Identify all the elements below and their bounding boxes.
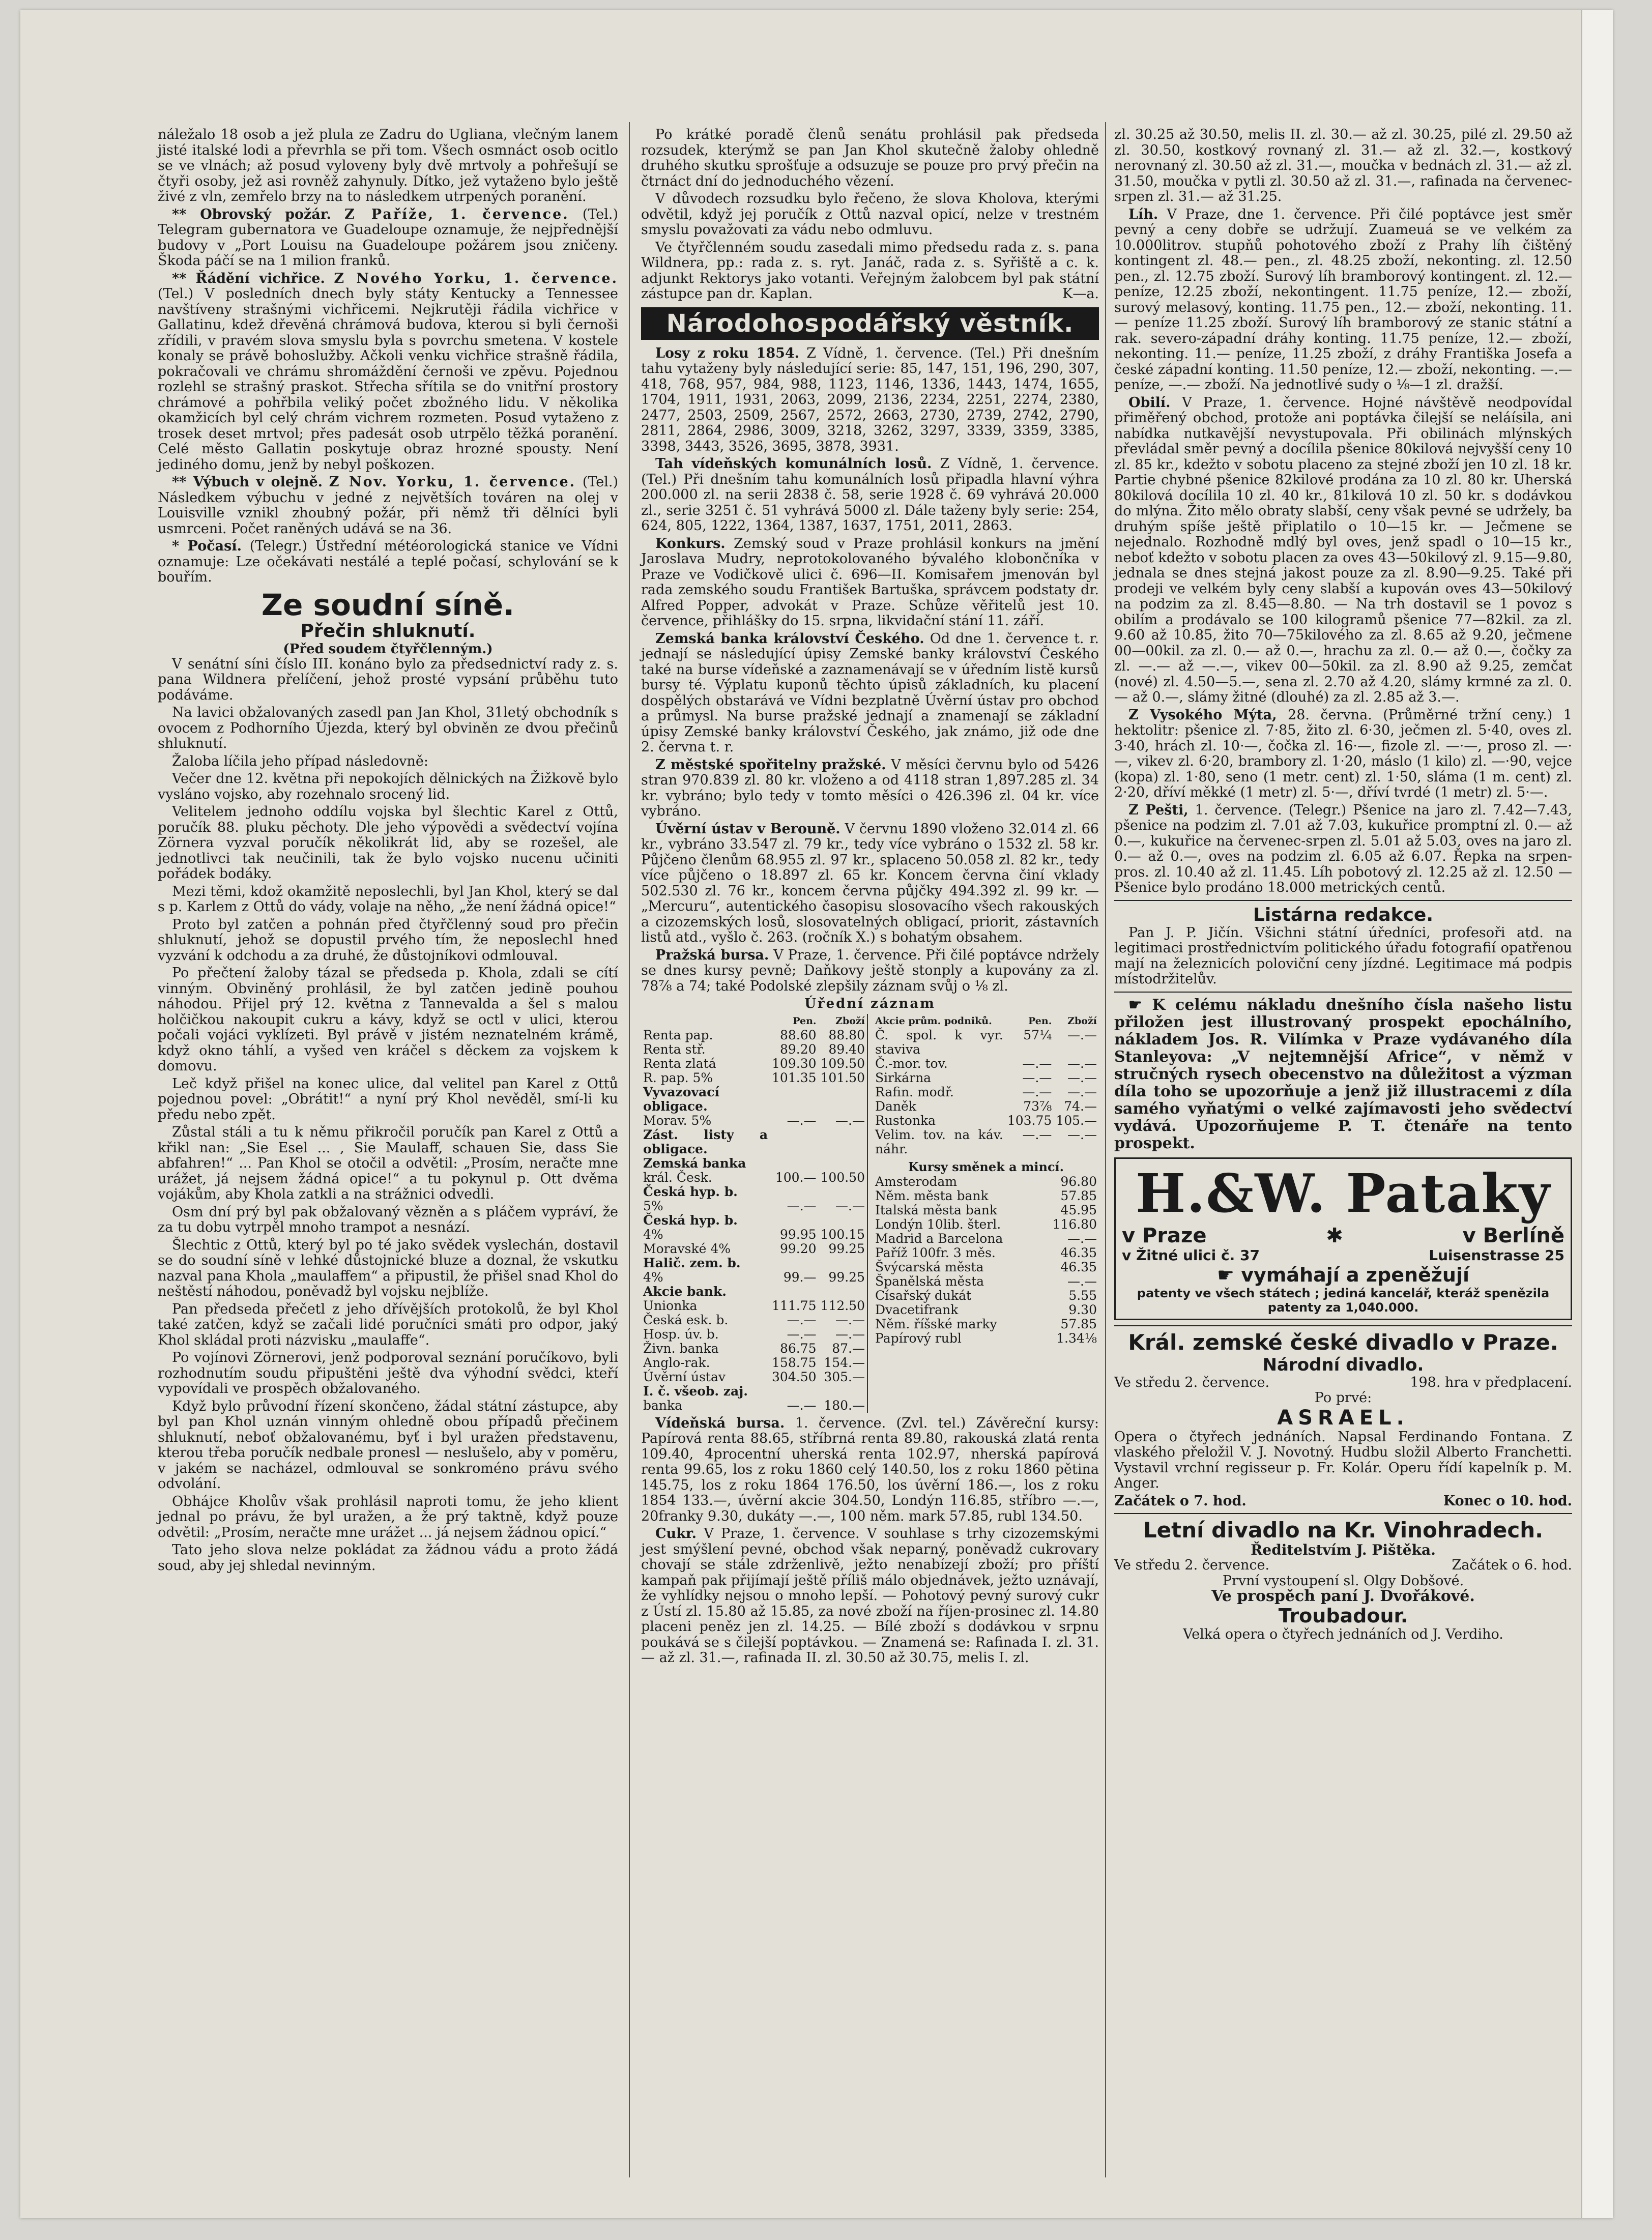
table-cell: 86.75 bbox=[779, 1341, 817, 1356]
table-row bbox=[641, 1313, 867, 1327]
table-cell: 9.30 bbox=[1068, 1302, 1097, 1317]
table-cell: Živn. banka bbox=[643, 1341, 719, 1356]
table-cell bbox=[819, 1185, 867, 1199]
table-cell: Dvacetifrank bbox=[875, 1302, 959, 1317]
bonds-table bbox=[641, 1014, 867, 1413]
news-item: Vídeňská bursa. 1. července. (Zvl. tel.) Závěreční kursy: Papírová renta 88.65, stříbrná renta 89.80, rakouská zlatá renta 109.40, 4procentní uherská renta 102.97, nherská papírová renta 99.65, los z roku 1860 celý 140.50, los z roku 1860 pětina 145.75, los z roku 1864 176.50, los úvěrní 186.—, los z roku 1854 133.—, úvěrní akcie 304.50, Londýn 116.85, stříbro —.—, 20franky 9.30, dukáty —.—, 100 něm. mark 57.85, rubl 134.50. bbox=[641, 1415, 1099, 1524]
table-cell: 180.— bbox=[824, 1398, 865, 1413]
table-cell: Amsterodam bbox=[875, 1174, 958, 1189]
table-cell: —.— bbox=[835, 1198, 865, 1213]
ad-company-name: H.&W. Pataky bbox=[1135, 1161, 1551, 1225]
theatre-director: Ředitelstvím J. Pištěka. bbox=[1251, 1541, 1436, 1558]
table-cell bbox=[819, 1285, 867, 1299]
table-cell: Moravské 4% bbox=[643, 1241, 731, 1256]
table-cell: Španělská města bbox=[875, 1274, 984, 1289]
table-cell bbox=[770, 1185, 818, 1199]
table-cell: 1.34⅛ bbox=[1056, 1331, 1097, 1346]
table-cell: 5% bbox=[643, 1198, 663, 1213]
table-cell: 89.40 bbox=[828, 1041, 865, 1057]
author-signature: K—a. bbox=[1062, 286, 1099, 302]
news-item: Pražská bursa. V Praze, 1. července. Při čilé poptávce ndržely se dnes kursy pevně; Daňkovy ještě stonply a kupovány za zl. 78⅞ a 74; také Podolské zlepšily záznam svůj o ⅛ zl. bbox=[641, 947, 1099, 994]
table-cell: Londýn 10lib. šterl. bbox=[875, 1217, 1001, 1232]
table-row bbox=[641, 1370, 867, 1384]
table-cell: Anglo-rak. bbox=[643, 1355, 710, 1370]
table-row bbox=[873, 1028, 1099, 1057]
section-heading: Ze soudní síně. bbox=[261, 587, 515, 622]
table-cell bbox=[770, 1128, 818, 1156]
table-row bbox=[641, 1114, 867, 1128]
table-row bbox=[641, 1071, 867, 1085]
article-text: Leč když přišel na konec ulice, dal velitel pan Karel z Ottů pojednou povel: „Obrátit!“ a nyní prý Khol nevěděl, smí-li ku předu nebo zpět. bbox=[158, 1075, 618, 1123]
table-cell: Zemská banka bbox=[643, 1155, 746, 1171]
article-text: Velitelem jednoho oddílu vojska byl šlechtic Karel z Ottů, poručík 88. pluku pěchoty. Dle jeho výpovědi a svědectví vojína Zörnera vyzval poručík několikrát lid, aby se rozešel, ale jednotlivci tak neučinili, tak že bylo vojsko nucenu učiniti pořádek bodáky. bbox=[158, 804, 618, 882]
table-cell: Renta stř. bbox=[643, 1041, 706, 1057]
news-item: Tah vídeňských komunálních losů. Z Vídně, 1. července. (Tel.) Při dnešním tahu komunálních losů připadla hlavní výhra 200.000 zl. na serii 2838 č. 58, serie 1928 č. 69 vyhrává 20.000 zl., serie 3251 č. 51 vyhrává 5000 zl. Dále taženy byly serie: 254, 624, 805, 1222, 1364, 1387, 1637, 1751, 2011, 2863. bbox=[641, 456, 1099, 534]
pointing-hand-icon: ☛ bbox=[1128, 996, 1152, 1014]
table-row bbox=[641, 1285, 867, 1299]
table-cell: 89.20 bbox=[779, 1041, 817, 1057]
exchange-title: Kursy směnek a mincí. bbox=[908, 1159, 1064, 1174]
table-cell bbox=[770, 1384, 818, 1399]
article-subtitle: (Před soudem čtyřčlenným.) bbox=[283, 641, 493, 657]
news-item: Líh. V Praze, dne 1. července. Při čilé poptávce jest směr pevný a ceny dobře se udržují. Zuameuá se ve velkém za 10.000litrov. stupňů pohotového zboží z Prahy líh čištěný kontingent zl. 48.— pen., zl. 48.25 zboží, nekonting. zl. 12.50 pen., zl. 12.75 zboží. Surový líh bramborový kontingent. zl. 12.— peníze, 12.25 zboží, nekontingent. 11.75 peníze, 12.— zboží, surový melasový, konting. 11.75 pen., 12.— zboží, nekonting. 11.— peníze 11.25 zboží. Surový líh bramborový ze stanic státní a rak. severo-západní dráhy konting. 11.75 peníze, 12.— zboží, nekonting. 11.— peníze, 11.25 zboží, z dráhy Františka Josefa a české západní konting. 11.50 peníze, 12.— zboží, nekonting. —.— peníze, —.— zboží. Na jednotlivé sudy o ⅛—1 zl. dražší. bbox=[1114, 206, 1572, 393]
table-row bbox=[873, 1203, 1099, 1217]
table-cell: 304.50 bbox=[772, 1369, 817, 1384]
theatre-times: Začátek o 7. hod. Konec o 10. hod. bbox=[1114, 1493, 1572, 1509]
table-row bbox=[873, 1085, 1099, 1099]
section-heading: Listárna redakce. bbox=[1253, 904, 1434, 925]
table-cell: 99.— bbox=[783, 1269, 817, 1285]
table-cell: —.— bbox=[787, 1113, 817, 1128]
table-cell: —.— bbox=[1067, 1274, 1097, 1289]
news-item: Obilí. V Praze, 1. července. Hojné návštěvě neodpovídal přiměřený obchod, protože ani poptávka čilejší se neláísila, ani nabídka nutkavější nevystupovala. Při obilinách mlýnských převládal směr pevný a docílila pšenice 80kilová nejvyšší ceny 10 zl. 85 kr., kdežto v sobotu placeno za stejné zboží jen 10 zl. 18 kr. Partie chybné pšenice 82kilové prodána za 10 zl. 80 kr. Uherská 80kilová docílila 10 zl. 40 kr., 81kilová 10 zl. 50 kr. s dodávkou do mlýna. Žito mělo obraty slabší, ceny však pevné se udržely, ba druhým spíše ještě připlatilo o 10—15 kr. — Ječmene se nejednalo. Rozhodně mdlý byl oves, jenž spadl o 10—15 kr., neboť kdežto v sobotu placen za oves 43—50kilový zl. 9.15—9.80, jednala se dnes stejná jakost pouze za zl. 8.90—9.25. Také při prodeji ve velkém byly ceny slabší a kupován oves 43—50kilový na podzim za zl. 8.45—8.80. — Na trh dostavil se 1 povoz s obilím a prodávalo se 100 kilogramů pšenice 77—82kil. za zl. 9.60 až 10.85, žito 70—75kilového za zl. 8.65 až 9.20, ječmene 00—00kil. za zl. 0.— až 0.—, hrachu za zl. 0.— až 0.—, čočky za zl. —.— až —.—, vikev 00—50kil. za zl. 8.90 až 9.25, zemčat (nové) zl. 4.50—5.—, sena zl. 2.70 až 4.20, slámy krmné za zl. 0.— až 0.—, slámy žitné (dlouhé) za zl. 2.85 až 3.—. bbox=[1114, 394, 1572, 705]
article-text: Mezi těmi, kdož okamžitě neposlechli, byl Jan Khol, který se dal s p. Karlem z Ottů do vády, volaje na něho, „že není žádná opice!“ bbox=[158, 883, 618, 915]
column-1 bbox=[158, 127, 618, 1576]
table-cell: Švýcarská města bbox=[875, 1260, 984, 1274]
article-text: Tato jeho slova nelze pokládat za žádnou vádu a proto žádá soud, aby jej shledal nevinným. bbox=[158, 1542, 618, 1574]
table-cell bbox=[819, 1085, 867, 1114]
table-cell: 99.25 bbox=[828, 1269, 865, 1285]
table-row bbox=[641, 1299, 867, 1313]
table-cell: Č. spol. k vyr. staviva bbox=[875, 1027, 1003, 1057]
table-cell bbox=[770, 1085, 818, 1114]
table-cell: 100.50 bbox=[820, 1170, 865, 1185]
table-cell: 112.50 bbox=[820, 1298, 865, 1313]
news-item: Zemská banka království Českého. Od dne 1. července t. r. jednají se následující úpisy Zemské banky království Českého také na burse vídeňské a zaznamenávají se v úředním listě kursů bursy té. Výplatu kuponů těchto úpisů základních, ku placení dospělých obstarává ve Vídni bezplatně Úvěrní ústav pro obchod a průmysl. Na burse pražské jednají a znamenají se základní úpisy Zemské banky království Českého, jak známo, již ode dne 2. června t. r. bbox=[641, 630, 1099, 755]
theatre-subheading: Národní divadlo. bbox=[1262, 1354, 1424, 1375]
table-cell: 305.— bbox=[824, 1369, 865, 1384]
article-text: Večer dne 12. května při nepokojích dělnických na Žižkově bylo vysláno vojsko, aby rozehnalo srocený lid. bbox=[158, 771, 618, 802]
table-cell: Halič. zem. b. bbox=[643, 1255, 741, 1270]
table-row bbox=[873, 1246, 1099, 1260]
table-cell bbox=[819, 1384, 867, 1399]
table-cell: —.— bbox=[787, 1198, 817, 1213]
table-cell: Renta zlatá bbox=[643, 1056, 716, 1071]
table-cell: 88.80 bbox=[828, 1027, 865, 1042]
news-item: ** Řádění vichřice. Z Nového Yorku, 1. července. (Tel.) V posledních dnech byly státy Kentucky a Tennessee navštíveny strašnými vichřicemi. Nejkrutěji řádila vichřice v Gallatinu, kdež dřevěná chrámová budova, kterou si byli černoši zřídili, v pravém slova smyslu byla s povrchu smetena. V kostele konaly se právě bohoslužby. Ačkoli venku vichřice strašně řádila, pokračovali ve chrámu shromáždění černoši ve zpěvu. Pojednou rozlehl se strašný praskot. Střecha sřítila se do vnitřní prostory chrámové a pohřbila veliký počet zbožného lidu. V několika okamžicích byl celý chrám vichrem rozmeten. Posud vytaženo z trosek deset mrtvol; přes padesát osob utrpělo těžká poranění. Celé město Gallatin poskytuje obraz hrozné spousty. Není jediného domu, jenž by nebyl poškozen. bbox=[158, 270, 618, 473]
table-header: Akcie prům. podniků. Pen. Zboží bbox=[875, 1015, 1097, 1027]
table-cell: Česká hyp. b. bbox=[643, 1184, 738, 1199]
table-row bbox=[641, 1213, 867, 1228]
news-item: Losy z roku 1854. Z Vídně, 1. července. (Tel.) Při dnešním tahu vytaženy byly následující serie: 85, 147, 151, 196, 290, 307, 418, 768, 957, 984, 988, 1123, 1146, 1336, 1443, 1474, 1655, 1704, 1911, 1931, 2063, 2099, 2136, 2234, 2251, 2274, 2380, 2477, 2503, 2509, 2567, 2572, 2663, 2730, 2739, 2742, 2790, 2811, 2864, 2986, 3009, 3218, 3262, 3297, 3339, 3359, 3385, 3398, 3443, 3526, 3695, 3878, 3931. bbox=[641, 345, 1099, 454]
ad-cities: v Praze ✱ v Berlíně bbox=[1122, 1224, 1564, 1247]
table-cell: Císařský dukát bbox=[875, 1288, 972, 1303]
table-cell bbox=[819, 1128, 867, 1156]
table-cell: 158.75 bbox=[772, 1355, 817, 1370]
article-text: Žaloba líčila jeho případ následovně: bbox=[172, 753, 428, 769]
theatre-date-row: Ve středu 2. července. 198. hra v předplacení. bbox=[1114, 1374, 1572, 1390]
table-cell: 5.55 bbox=[1068, 1288, 1097, 1303]
table-cell: 74.— bbox=[1064, 1098, 1097, 1114]
section-heading: Národohospodářský věstník. bbox=[641, 307, 1099, 340]
table-row bbox=[641, 1242, 867, 1256]
table-cell: Madrid a Barcelona bbox=[875, 1231, 1003, 1246]
article-title: Přečin shluknutí. bbox=[300, 620, 476, 642]
table-cell: 154.— bbox=[824, 1355, 865, 1370]
newspaper-page bbox=[20, 10, 1613, 2218]
news-item: Z Vysokého Mýta, 28. června. (Průměrné tržní ceny.) 1 hektolitr: pšenice zl. 7·85, žito zl. 6·30, ječmen zl. 5·40, oves zl. 3·40, hrách zl. 10·—, čočka zl. 16·—, fizole zl. —·—, proso zl. —·—, vikev zl. 6·20, brambory zl. 1·20, máslo (1 kilo) zl. —·90, vejce (kopa) zl. 1·80, seno (1 metr. cent) zl. 1·50, sláma (1 m. cent) zl. 2·20, dříví měkké (1 metr) zl. 5·—, dříví tvrdé (1 metr) zl. 5·—. bbox=[1114, 707, 1572, 800]
table-row bbox=[873, 1317, 1099, 1331]
theatre-description: Opera o čtyřech jednáních. Napsal Ferdinando Fontana. Z vlaského přeložil V. J. Novotný. Hudbu složil Alberto Franchetti. Vystavil vrchní regisseur p. Fr. Kolár. Operu řídí kapelník p. M. Anger. bbox=[1114, 1429, 1572, 1491]
table-cell: 57.85 bbox=[1060, 1317, 1097, 1331]
theatre-title: ASRAEL. bbox=[1277, 1406, 1409, 1430]
table-cell: Česká hyp. b. bbox=[643, 1212, 738, 1228]
table-row bbox=[641, 1085, 867, 1114]
column-rule bbox=[1105, 122, 1106, 2177]
table-row bbox=[641, 1270, 867, 1285]
theatre-heading: Letní divadlo na Kr. Vinohradech. bbox=[1143, 1518, 1544, 1543]
theatre-title: Troubadour. bbox=[1278, 1604, 1408, 1627]
table-cell bbox=[770, 1285, 818, 1299]
divider bbox=[1114, 1513, 1572, 1514]
table-cell: 109.50 bbox=[820, 1056, 865, 1071]
ad-slogan: ☛ vymáhají a zpeněžují bbox=[1216, 1263, 1470, 1286]
table-cell: —.— bbox=[1067, 1231, 1097, 1246]
table-cell: —.— bbox=[1067, 1027, 1097, 1042]
table-cell: —.— bbox=[1022, 1084, 1052, 1099]
theatre-premiere: Po prvé: bbox=[1314, 1390, 1372, 1406]
table-cell: banka bbox=[643, 1398, 683, 1413]
table-cell: 57¼ bbox=[1023, 1027, 1052, 1042]
table-cell: —.— bbox=[835, 1312, 865, 1327]
table-cell: 88.60 bbox=[779, 1027, 817, 1042]
table-row bbox=[873, 1175, 1099, 1189]
table-row bbox=[873, 1071, 1099, 1085]
article-text: Po krátké poradě členů senátu prohlásil pak předseda rozsudek, kterýmž se pan Jan Khol skutečně žaloby ohledně druhého skutku sprošťuje a odsuzuje se pouze pro prvý přečin na čtrnáct dní do jednoduchého vězení. bbox=[641, 127, 1099, 189]
table-row bbox=[873, 1232, 1099, 1246]
article-text: Po vojínovi Zörnerovi, jenž podporoval seznání poručíkovo, byli rozhodnutím soudu připuštěni ještě dva výhodní svědci, kteří vypovídali ve prospěch obžalovaného. bbox=[158, 1350, 618, 1397]
table-cell: Renta pap. bbox=[643, 1027, 713, 1042]
news-item: ** Výbuch v olejně. Z Nov. Yorku, 1. července. (Tel.) Následkem výbuchu v jedné z největších továren na olej v Louisville vznikl zhoubný požár, při němž tři dělníci byli usmrceni. Počet raněných udává se na 36. bbox=[158, 474, 618, 537]
table-row bbox=[641, 1327, 867, 1342]
table-cell bbox=[819, 1156, 867, 1171]
column-3 bbox=[1114, 127, 1572, 1642]
ad-tagline: patenty ve všech státech ; jediná kancelář, kteráž spenězila patenty za 1,040.000. bbox=[1137, 1286, 1550, 1315]
table-row bbox=[873, 1128, 1099, 1156]
table-row bbox=[873, 1289, 1099, 1303]
theatre-guest: První vystoupení sl. Olgy Dobšové. bbox=[1222, 1573, 1464, 1589]
shares-table-wrap bbox=[873, 1014, 1099, 1413]
news-item: Konkurs. Zemský soud v Praze prohlásil konkurs na jmění Jaroslava Mudry, neprotokolovaného bývalého klobončníka v Praze ve Vodičkově ulici č. 696—II. Komisařem jmenován byl rada zemského soudu František Bartuška, správcem podstaty dr. Alfred Popper, advokát v Praze. Schůze věřitelů jest 10. července, přihlášky do 15. srpna, likvidační stání 11. září. bbox=[641, 535, 1099, 629]
table-cell: —.— bbox=[1067, 1056, 1097, 1071]
article-text: náležalo 18 osob a jež plula ze Zadru do Ugliana, vlečným lanem jisté italské lodi a převrhla se při tom. Všech osmnáct osob ocitlo se ve vlnách; až posud vyloveny byly dvě mrtvoly a pohřešují se čtyři osoby, jež asi rovněž zahynuly. Dítko, jež vytaženo bylo ještě živé z vln, zemřelo brzy na to následkem utrpených poranění. bbox=[158, 127, 618, 205]
table-cell: —.— bbox=[1022, 1127, 1052, 1142]
theatre-description: Velká opera o čtyřech jednáních od J. Verdiho. bbox=[1183, 1626, 1503, 1642]
article-text: Na lavici obžalovaných zasedl pan Jan Khol, 31letý obchodník s ovocem z Podhorního Újezda, který byl obviněn ze dvou přečinů shluknutí. bbox=[158, 705, 618, 751]
table-row bbox=[641, 1057, 867, 1071]
article-text: Zůstal stáli a tu k němu přikročil poručík pan Karel z Ottů a křikl nan: „Sie Esel ... , Sie Maulaff, schauen Sie, dass Sie abfahren!“ ... Pan Khol se otočil a odvětil: „Prosím, neračte mne urážet, já nejsem žádná opice!“ a tu pokynul p. Ott dvěma vojákům, aby Khola zatkli a na strážnici odvedli. bbox=[158, 1124, 618, 1202]
article-text: Osm dní prý byl pak obžalovaný vězněn a s pláčem vypráví, že za tu dobu vytrpěl mnoho trampot a nesnází. bbox=[158, 1204, 618, 1235]
article-text: Pan předseda přečetl z jeho dřívějších protokolů, že byl Khol také zatčen, když se začali lidé poručníci smáti pro odpor, jaký Khol skládal proti názvisku „maulaffe“. bbox=[158, 1301, 618, 1348]
column-rule bbox=[629, 122, 630, 2177]
table-cell: —.— bbox=[787, 1326, 817, 1342]
table-cell: Něm. říšské marky bbox=[875, 1317, 997, 1331]
table-cell: 103.75 bbox=[1007, 1113, 1052, 1128]
table-cell: 116.80 bbox=[1052, 1217, 1097, 1232]
table-row bbox=[873, 1331, 1099, 1346]
table-cell: Hosp. úv. b. bbox=[643, 1326, 719, 1342]
table-cell: 45.95 bbox=[1060, 1203, 1097, 1217]
table-cell: Akcie bank. bbox=[643, 1284, 727, 1299]
article-text: Pan J. P. Jičín. Všichni státní úředníci, profesoři atd. na legitimaci prostřednictvím politického úřadu fotografií opatřenou mají na železnicích poloviční ceny jízdné. Legitimace má podpis místodržitelův. bbox=[1114, 924, 1572, 987]
table-cell: 99.20 bbox=[779, 1241, 817, 1256]
table-cell: 100.— bbox=[775, 1170, 817, 1185]
table-cell: 109.30 bbox=[772, 1056, 817, 1071]
table-cell: —.— bbox=[1022, 1056, 1052, 1071]
article-text: Proto byl zatčen a pohnán před čtyřčlenný soud pro přečin shluknutí, jehož se dopustil prvého tím, že neposlechl hned vyzvání k odchodu a za druhé, že důstojníkovi odmlouval. bbox=[158, 916, 618, 964]
divider bbox=[1114, 992, 1572, 993]
notice-text: ☛ K celému nákladu dnešního čísla našeho listu přiložen jest illustrovaný prospekt epochálního, nákladem Jos. R. Vilímka v Praze vydávaného díla Stanleyova: „V nejtemnější Africe“, v němž v stručných rysech obecenstvo na důležitost a výzman díla toho se upozorňuje a jenž již illustracemi z díla samého vyňatými o velké zajímavosti jeho svědectví vydává. Upozorňujeme P. T. čtenáře na tento prospekt. bbox=[1114, 996, 1573, 1152]
column-2 bbox=[641, 127, 1099, 1668]
table-cell: 46.35 bbox=[1060, 1260, 1097, 1274]
table-row bbox=[641, 1171, 867, 1185]
table-cell: 73⅞ bbox=[1023, 1098, 1052, 1114]
table-cell: Č.-mor. tov. bbox=[875, 1056, 948, 1071]
pointing-hand-icon: ☛ bbox=[1216, 1263, 1241, 1286]
article-text: V senátní síni číslo III. konáno bylo za předsednictví rady z. s. pana Wildnera přelíčení, jehož prosté vypsání průběhu tuto podáváme. bbox=[158, 656, 618, 703]
table-cell: Rustonka bbox=[875, 1113, 936, 1128]
table-cell: 99.95 bbox=[779, 1227, 817, 1242]
ad-addresses: v Žitné ulici č. 37 Luisenstrasse 25 bbox=[1122, 1246, 1564, 1264]
article-text: Obhájce Kholův však prohlásil naproti tomu, že jeho klient jednal po právu, že byl uražen, a že prý taktně, když pouze odvětil: „Prosím, neračte mne urážet ... já nejsem žádnou opicí.“ bbox=[158, 1493, 618, 1540]
table-row bbox=[873, 1057, 1099, 1071]
table-row bbox=[873, 1217, 1099, 1232]
table-cell bbox=[819, 1256, 867, 1270]
table-row bbox=[873, 1303, 1099, 1317]
table-row bbox=[873, 1114, 1099, 1128]
theatre-benefit: Ve prospěch paní J. Dvořákové. bbox=[1211, 1587, 1475, 1605]
divider bbox=[1114, 1325, 1572, 1326]
table-cell: Velim. tov. na káv. náhr. bbox=[875, 1127, 1003, 1156]
table-cell: 101.50 bbox=[820, 1070, 865, 1085]
table-row bbox=[873, 1260, 1099, 1274]
table-cell: 101.35 bbox=[772, 1070, 817, 1085]
table-row bbox=[641, 1042, 867, 1057]
theatre-heading: Král. zemské české divadlo v Praze. bbox=[1128, 1329, 1558, 1355]
table-cell: —.— bbox=[787, 1312, 817, 1327]
table-row bbox=[641, 1156, 867, 1171]
table-cell: Zást. listy a obligace. bbox=[643, 1127, 768, 1156]
news-item: Úvěrní ústav v Berouně. V červnu 1890 vloženo 32.014 zl. 66 kr., vybráno 33.547 zl. 79 kr., tedy více vybráno o 1532 zl. 58 kr. Půjčeno členům 68.955 zl. 97 kr., splaceno 50.058 zl. 82 kr., tedy více půjčeno o 18.897 zl. 65 kr. Koncem června činí vklady 502.530 zl. 76 kr., koncem června půjčky 494.392 zl. 99 kr. — „Mercuru“, autentického časopisu slosovacího všech rakouských a cizozemských losů, slosovatelných obligací, priorit, zástavních listů atd., vyšlo č. 263. (ročník X.) s bohatým obsahem. bbox=[641, 821, 1099, 945]
table-cell: 46.35 bbox=[1060, 1245, 1097, 1260]
table-cell: 4% bbox=[643, 1269, 663, 1285]
table-cell: Paříž 100fr. 3 měs. bbox=[875, 1245, 996, 1260]
news-item: ** Obrovský požár. Z Paříže, 1. července. (Tel.) Telegram gubernatora ve Guadeloupe oznamuje, že nejpřednější budovy v „Port Louisu na Guadeloupe požárem jsou zničeny. Škoda páčí se na 1 milion franků. bbox=[158, 206, 618, 269]
table-row bbox=[873, 1099, 1099, 1114]
table-cell: Úvěrní ústav bbox=[643, 1369, 726, 1384]
article-text: zl. 30.25 až 30.50, melis II. zl. 30.— až zl. 30.25, pilé zl. 29.50 až zl. 30.50, kostkový rovnaný zl. 31.— až zl. 32.—, kostkový nerovnaný zl. 30.50 až zl. 31.—, moučka v bednách zl. 31.— až zl. 31.50, moučka v pytli zl. 30.50 až zl. 31.—, rafinada na červenec-srpen zl. 31.— až 31.25. bbox=[1114, 127, 1572, 205]
table-cell bbox=[819, 1213, 867, 1228]
table-cell: Italská města bank bbox=[875, 1203, 998, 1217]
article-text: Ve čtyřčlenném soudu zasedali mimo předsedu rada z. s. pana Wildnera, pp.: rada z. s. ryt. Janáč, rada z. s. Syřiště a c. k. adjunkt Rektorys jako votanti. Veřejným žalobcem byl pak státní zástupce pan dr. Kaplan. K—a. bbox=[641, 239, 1099, 302]
article-text: V důvodech rozsudku bylo řečeno, že slova Kholova, kterými odvětil, když jej poručík z Ottů nazval opicí, nelze v trestném smyslu považovati za vádu nebo odmluvu. bbox=[641, 191, 1099, 238]
table-row bbox=[641, 1199, 867, 1213]
table-cell: 4% bbox=[643, 1227, 663, 1242]
table-row bbox=[641, 1399, 867, 1413]
ornament-icon: ✱ bbox=[1326, 1224, 1343, 1247]
table-cell: Rafin. modř. bbox=[875, 1084, 954, 1099]
table-cell: —.— bbox=[835, 1326, 865, 1342]
table-cell: 96.80 bbox=[1060, 1174, 1097, 1189]
table-cell: I. č. všeob. zaj. bbox=[643, 1383, 748, 1399]
table-cell: Unionka bbox=[643, 1298, 698, 1313]
bonds-table-wrap bbox=[641, 1014, 868, 1413]
table-cell: R. pap. 5% bbox=[643, 1070, 713, 1085]
table-cell: —.— bbox=[1067, 1127, 1097, 1142]
table-title: Úřední záznam bbox=[804, 996, 936, 1011]
article-text: Po přečtení žaloby tázal se předseda p. Khola, zdali se cítí vinným. Obviněný prohlásil, že byl zatčen jedině pouhou náhodou. Přijel prý 12. května z Tannevalda a šel s malou holčičkou nakoupit cukru a kávy, když se octl v ulici, kterou počali vojáci vyklízeti. Byl právě v jistém neznatelném krámě, když okno táhlí, a vyšed ven kráčel s děckem za vojskem k domovu. bbox=[158, 965, 618, 1074]
market-tables bbox=[641, 1014, 1099, 1413]
table-cell: 111.75 bbox=[772, 1298, 817, 1313]
table-cell: —.— bbox=[787, 1398, 817, 1413]
table-cell: —.— bbox=[1067, 1070, 1097, 1085]
table-row bbox=[641, 1342, 867, 1356]
table-cell: —.— bbox=[1067, 1084, 1097, 1099]
shares-table bbox=[873, 1014, 1099, 1156]
table-cell: 105.— bbox=[1056, 1113, 1097, 1128]
table-cell: Daněk bbox=[875, 1098, 916, 1114]
article-text: Když bylo průvodní řízení skončeno, žádal státní zástupce, aby byl pan Khol uznán vinným ohledně obou případů přečinem shluknutí, neboť obžalovanému, byť i byl uražen představenu, kterou třeba poručík nedbale pronesl — neslušelo, aby v poměru, v jakém se nacházel, odmlouval se sonkroméno právu svého odvolání. bbox=[158, 1398, 618, 1492]
news-item: Z Pešti, 1. července. (Telegr.) Pšenice na jaro zl. 7.42—7.43, pšenice na podzim zl. 7.01 až 7.03, kukuřice promptní zl. 0.— až 0.—, kukuřice na červenec-srpen zl. 5.01 až 5.03, oves na jaro zl. 0.— až 0.—, oves na podzim zl. 6.05 až 6.07. Řepka na srpen-pros. zl. 10.40 až zl. 11.45. Líh pobotový zl. 12.25 až zl. 12.50 — Pšenice bylo prodáno 18.000 metrických centů. bbox=[1114, 802, 1572, 895]
table-cell bbox=[770, 1156, 818, 1171]
table-cell: Sirkárna bbox=[875, 1070, 932, 1085]
table-cell: —.— bbox=[1022, 1070, 1052, 1085]
exchange-table bbox=[873, 1175, 1099, 1346]
table-cell: 57.85 bbox=[1060, 1188, 1097, 1203]
table-cell: Morav. 5% bbox=[643, 1113, 712, 1128]
table-row bbox=[641, 1185, 867, 1199]
news-item: * Počasí. (Telegr.) Ústřední météorologická stanice ve Vídni oznamuje: Lze očekávati nestálé a teplé počasí, schylování se k bouřím. bbox=[158, 538, 618, 585]
table-header: Pen. Zboží bbox=[793, 1015, 865, 1027]
table-cell: král. Česk. bbox=[643, 1170, 712, 1185]
article-text: Šlechtic z Ottů, který byl po té jako svědek vyslechán, dostavil se do soudní síně v lehké důstojnické bluze a doznal, že vskutku nazval pana Khola „maulaffem“ a připustil, že přišel snad Khol do neštěstí náhodou, poněvadž byl vojsku nejblíže. bbox=[158, 1237, 618, 1299]
news-item: Cukr. V Praze, 1. července. V souhlase s trhy cizozemskými jest smýšlení pevné, obchod však neparný, poněvadž cukrovary chovají se stále zdrženlivě, ježto nenabízejí zboží; pro příští kampaň pak přijímají ještě příliš málo objednávek, ježto uznávají, že vyhlídky nejsou o mnoho lepší. — Pohotový pevný surový cukr z Ústí zl. 15.80 až 15.85, za nové zboží na říjen-prosinec zl. 14.80 placeni peněz jen zl. 14.25. — Bílé zboží s dodávkou v srpnu poukává se s čilejší poptávkou. — Znamená se: Rafinada I. zl. 31.— až zl. 31.—, rafinada II. zl. 30.50 až 30.75, melis I. zl. bbox=[641, 1526, 1099, 1666]
table-cell: Něm. města bank bbox=[875, 1188, 989, 1203]
table-row bbox=[641, 1256, 867, 1270]
table-row bbox=[641, 1356, 867, 1370]
table-row bbox=[641, 1028, 867, 1042]
table-row bbox=[873, 1189, 1099, 1203]
table-cell: Papírový rubl bbox=[875, 1331, 962, 1346]
table-row bbox=[873, 1274, 1099, 1289]
table-cell: —.— bbox=[835, 1113, 865, 1128]
advertisement-pataky bbox=[1114, 1157, 1572, 1320]
table-cell bbox=[770, 1213, 818, 1228]
theatre-date-row: Ve středu 2. července. Začátek o 6. hod. bbox=[1114, 1557, 1572, 1573]
table-row bbox=[641, 1228, 867, 1242]
divider bbox=[1114, 900, 1572, 901]
news-item: Z městské spořitelny pražské. V měsíci červnu bylo od 5426 stran 970.839 zl. 80 kr. vloženo a od 4118 stran 1,897.285 zl. 34 kr. vybráno; bylo tedy v tomto měsíci o 426.396 zl. 04 kr. více vybráno. bbox=[641, 757, 1099, 819]
table-cell bbox=[770, 1256, 818, 1270]
table-row bbox=[641, 1128, 867, 1156]
page-edge bbox=[1581, 10, 1613, 2218]
table-cell: Vyvazovací obligace. bbox=[643, 1084, 719, 1114]
table-cell: 100.15 bbox=[820, 1227, 865, 1242]
table-row bbox=[641, 1384, 867, 1399]
table-cell: Česká esk. b. bbox=[643, 1312, 729, 1327]
table-cell: 99.25 bbox=[828, 1241, 865, 1256]
table-cell: 87.— bbox=[832, 1341, 865, 1356]
